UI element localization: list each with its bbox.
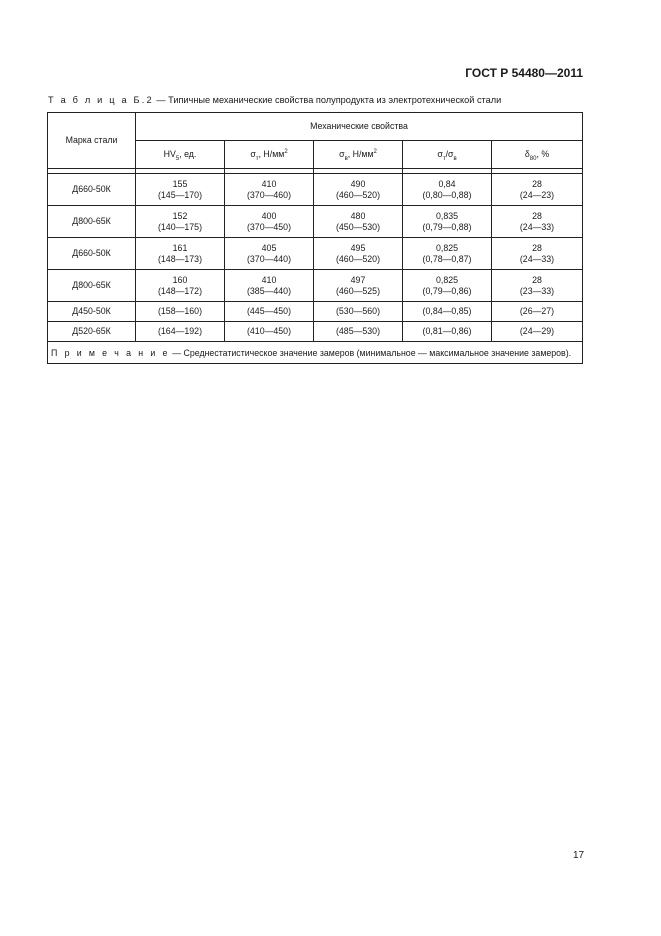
document-code: ГОСТ Р 54480—2011 (465, 66, 583, 80)
page-number: 17 (573, 850, 585, 861)
note-label: П р и м е ч а н и е (51, 348, 170, 358)
cell-ratio: (0,84—0,85) (403, 302, 492, 322)
header-tensile-strength: $\sigma_в$, $Н/мм^2$ (314, 141, 403, 169)
cell-tensile: 480 (450—530) (314, 206, 403, 238)
cell-yield: (445—450) (225, 302, 314, 322)
header-elongation: $\delta_{80}$, % (492, 141, 583, 169)
header-steel-grade: Марка стали (48, 113, 136, 169)
cell-elongation: (26—27) (492, 302, 583, 322)
cell-hardness: (164—192) (136, 322, 225, 342)
cell-tensile: 497 (460—525) (314, 270, 403, 302)
cell-hardness: 160 (148—172) (136, 270, 225, 302)
cell-hardness: 152 (140—175) (136, 206, 225, 238)
header-hardness: $HV_5$, ед. (136, 141, 225, 169)
cell-grade: Д520-65К (48, 322, 136, 342)
cell-elongation: 28 (24—33) (492, 238, 583, 270)
cell-tensile: 490 (460—520) (314, 174, 403, 206)
cell-ratio: 0,825 (0,78—0,87) (403, 238, 492, 270)
caption-label: Т а б л и ц а Б.2 (48, 95, 154, 105)
note-text: — Среднестатистическое значение замеров (минимальное — максимальное значение замеров). (169, 348, 572, 358)
cell-yield: 400 (370—450) (225, 206, 314, 238)
cell-ratio: 0,84 (0,80—0,88) (403, 174, 492, 206)
header-yield-strength: $\sigma_т$, $Н/мм^2$ (225, 141, 314, 169)
cell-ratio: (0,81—0,86) (403, 322, 492, 342)
table-row (48, 322, 583, 342)
cell-yield: 405 (370—440) (225, 238, 314, 270)
cell-elongation: (24—29) (492, 322, 583, 342)
cell-yield: 410 (370—460) (225, 174, 314, 206)
cell-yield: 410 (385—440) (225, 270, 314, 302)
cell-ratio: 0,835 (0,79—0,88) (403, 206, 492, 238)
cell-grade: Д800-65К (48, 270, 136, 302)
header-mechanical-properties: Механические свойства (136, 113, 583, 141)
cell-elongation: 28 (24—33) (492, 206, 583, 238)
cell-elongation: 28 (23—33) (492, 270, 583, 302)
cell-hardness: 155 (145—170) (136, 174, 225, 206)
caption-text: — Типичные механические свойства полупродукта из электротехнической стали (153, 95, 502, 105)
cell-grade: Д450-50К (48, 302, 136, 322)
cell-hardness: (158—160) (136, 302, 225, 322)
cell-tensile: 495 (460—520) (314, 238, 403, 270)
table-note (48, 342, 583, 364)
cell-tensile: (485—530) (314, 322, 403, 342)
cell-elongation: 28 (24—23) (492, 174, 583, 206)
cell-grade: Д800-65К (48, 206, 136, 238)
table-caption (48, 95, 501, 105)
table-row (48, 238, 583, 270)
header-strength-ratio: $\sigma_т/\sigma_в$ (403, 141, 492, 169)
cell-yield: (410—450) (225, 322, 314, 342)
table-row (48, 302, 583, 322)
cell-grade: Д660-50К (48, 238, 136, 270)
table-row (48, 270, 583, 302)
cell-grade: Д660-50К (48, 174, 136, 206)
table-row (48, 206, 583, 238)
cell-ratio: 0,825 (0,79—0,86) (403, 270, 492, 302)
cell-hardness: 161 (148—173) (136, 238, 225, 270)
table-row (48, 174, 583, 206)
mechanical-properties-table (47, 112, 583, 364)
note-row (48, 342, 583, 364)
cell-tensile: (530—560) (314, 302, 403, 322)
